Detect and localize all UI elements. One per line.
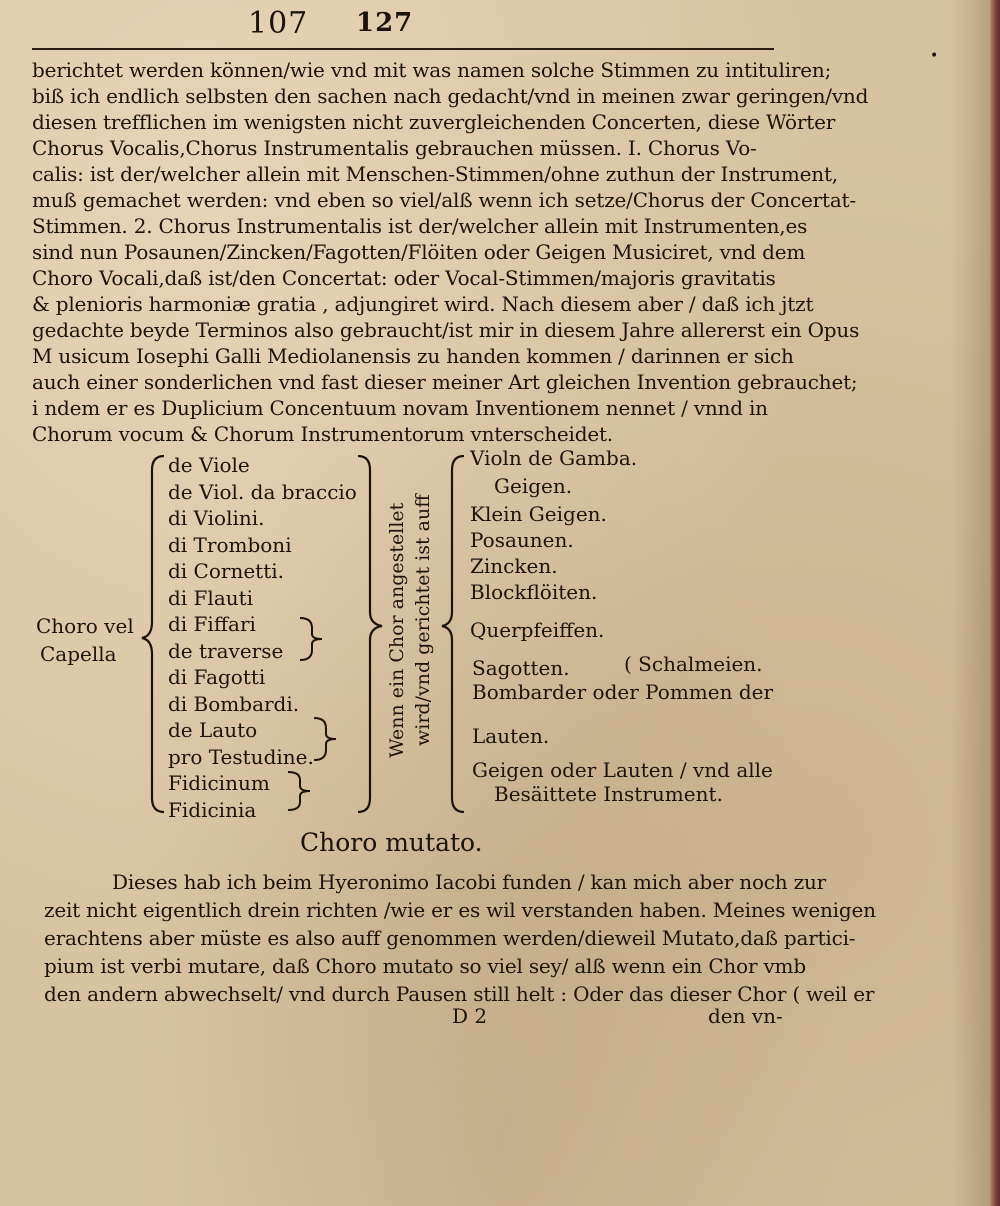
body-line: & plenioris harmoniæ gratia , adjungiret wird. Nach diesem aber / daß ich jtzt	[32, 292, 814, 316]
left-brace	[140, 452, 170, 816]
section-heading: Choro mutato.	[300, 828, 483, 857]
small-brace-lauto	[310, 714, 340, 764]
vertical-text-1: Wenn ein Chor angestellet	[386, 502, 408, 758]
section-line: pium ist verbi mutare, daß Choro mutato so viel sey/ alß wenn ein Chor vmb	[44, 954, 806, 978]
body-line: Choro Vocali,daß ist/den Concertat: oder Vocal-Stimmen/majoris gravitatis	[32, 266, 776, 290]
body-line: berichtet werden können/wie vnd mit was namen solche Stimmen zu intituliren;	[32, 58, 832, 82]
german-item: Besäittete Instrument.	[494, 782, 723, 806]
latin-item: de traverse	[168, 638, 284, 663]
table-label-line1: Choro vel	[36, 614, 134, 638]
header-rule	[32, 48, 774, 50]
body-line: i ndem er es Duplicium Concentuum novam Inventionem nennet / vnnd in	[32, 396, 768, 420]
german-item: Geigen oder Lauten / vnd alle	[472, 758, 773, 782]
body-line: auch einer sonderlichen vnd fast dieser meiner Art gleichen Invention gebrauchet;	[32, 370, 858, 394]
german-item: Posaunen.	[470, 528, 574, 552]
section-line: Dieses hab ich beim Hyeronimo Iacobi funden / kan mich aber noch zur	[112, 870, 827, 894]
german-item: Klein Geigen.	[470, 502, 607, 526]
german-item: Bombarder oder Pommen der	[472, 680, 774, 704]
body-line: Stimmen. 2. Chorus Instrumentalis ist der/welcher allein mit Instrumenten,es	[32, 214, 808, 238]
table-label-line2: Capella	[40, 642, 117, 666]
body-line: Chorus Vocalis,Chorus Instrumentalis gebrauchen müssen. I. Chorus Vo-	[32, 136, 757, 160]
margin-mark: •	[930, 48, 939, 64]
section-line: den andern abwechselt/ vnd durch Pausen still helt : Oder das dieser Chor ( weil er	[44, 982, 875, 1006]
latin-item: di Bombardi.	[168, 691, 300, 716]
body-line: M usicum Iosephi Galli Mediolanensis zu handen kommen / darinnen er sich	[32, 344, 794, 368]
page-edge-shadow	[950, 0, 990, 1206]
body-line: calis: ist der/welcher allein mit Menschen-Stimmen/ohne zuthun der Instrument,	[32, 162, 838, 186]
printed-page-number: 127	[356, 8, 414, 38]
latin-item: di Fagotti	[168, 665, 266, 689]
german-item: Violn de Gamba.	[470, 446, 638, 470]
body-line: muß gemachet werden: vnd eben so viel/alß wenn ich setze/Chorus der Concertat-	[32, 188, 856, 212]
section-line: erachtens aber müste es also auff genommen werden/dieweil Mutato,daß partici-	[44, 926, 856, 950]
latin-item: de Viole	[168, 453, 250, 477]
body-line: diesen trefflichen im wenigsten nicht zuvergleichenden Concerten, diese Wörter	[32, 110, 836, 134]
right-brace	[440, 452, 470, 816]
german-item: Blockflöiten.	[470, 580, 598, 604]
latin-item: pro Testudine.	[168, 744, 314, 769]
german-item: Lauten.	[472, 724, 550, 748]
latin-item: di Tromboni	[168, 532, 292, 557]
latin-item: Fidicinia	[168, 797, 257, 822]
small-brace-fiffari	[296, 614, 326, 664]
german-item: Zincken.	[470, 554, 558, 578]
latin-item: di Fiffari	[168, 612, 256, 636]
body-line: gedachte beyde Terminos also gebraucht/ist mir in diesem Jahre allererst ein Opus	[32, 318, 860, 342]
latin-item: di Violini.	[168, 506, 265, 530]
latin-item: Fidicinum	[168, 771, 270, 795]
small-brace-fidicinum	[284, 768, 314, 814]
latin-item: di Flauti	[168, 585, 254, 610]
vertical-text-2: wird/vnd gerichtet ist auff	[412, 494, 434, 746]
german-item: Sagotten.	[472, 656, 570, 680]
book-edge	[990, 0, 1000, 1206]
body-line: Chorum vocum & Chorum Instrumentorum vnterscheidet.	[32, 422, 613, 446]
german-item: ( Schalmeien.	[624, 652, 763, 676]
latin-item: de Lauto	[168, 718, 258, 742]
signature-mark: D 2	[452, 1004, 488, 1028]
catchword: den vn-	[708, 1004, 783, 1028]
latin-instrument-list	[168, 452, 357, 823]
latin-item: de Viol. da braccio	[168, 479, 357, 504]
german-item: Geigen.	[494, 474, 573, 498]
body-line: sind nun Posaunen/Zincken/Fagotten/Flöiten oder Geigen Musiciret, vnd dem	[32, 240, 806, 264]
latin-item: di Cornetti.	[168, 559, 285, 583]
german-item: Querpfeiffen.	[470, 618, 605, 642]
handwritten-page-number: 107	[248, 6, 309, 41]
section-line: zeit nicht eigentlich drein richten /wie er es wil verstanden haben. Meines wenigen	[44, 898, 876, 922]
body-line: biß ich endlich selbsten den sachen nach gedacht/vnd in meinen zwar geringen/vnd	[32, 84, 869, 108]
